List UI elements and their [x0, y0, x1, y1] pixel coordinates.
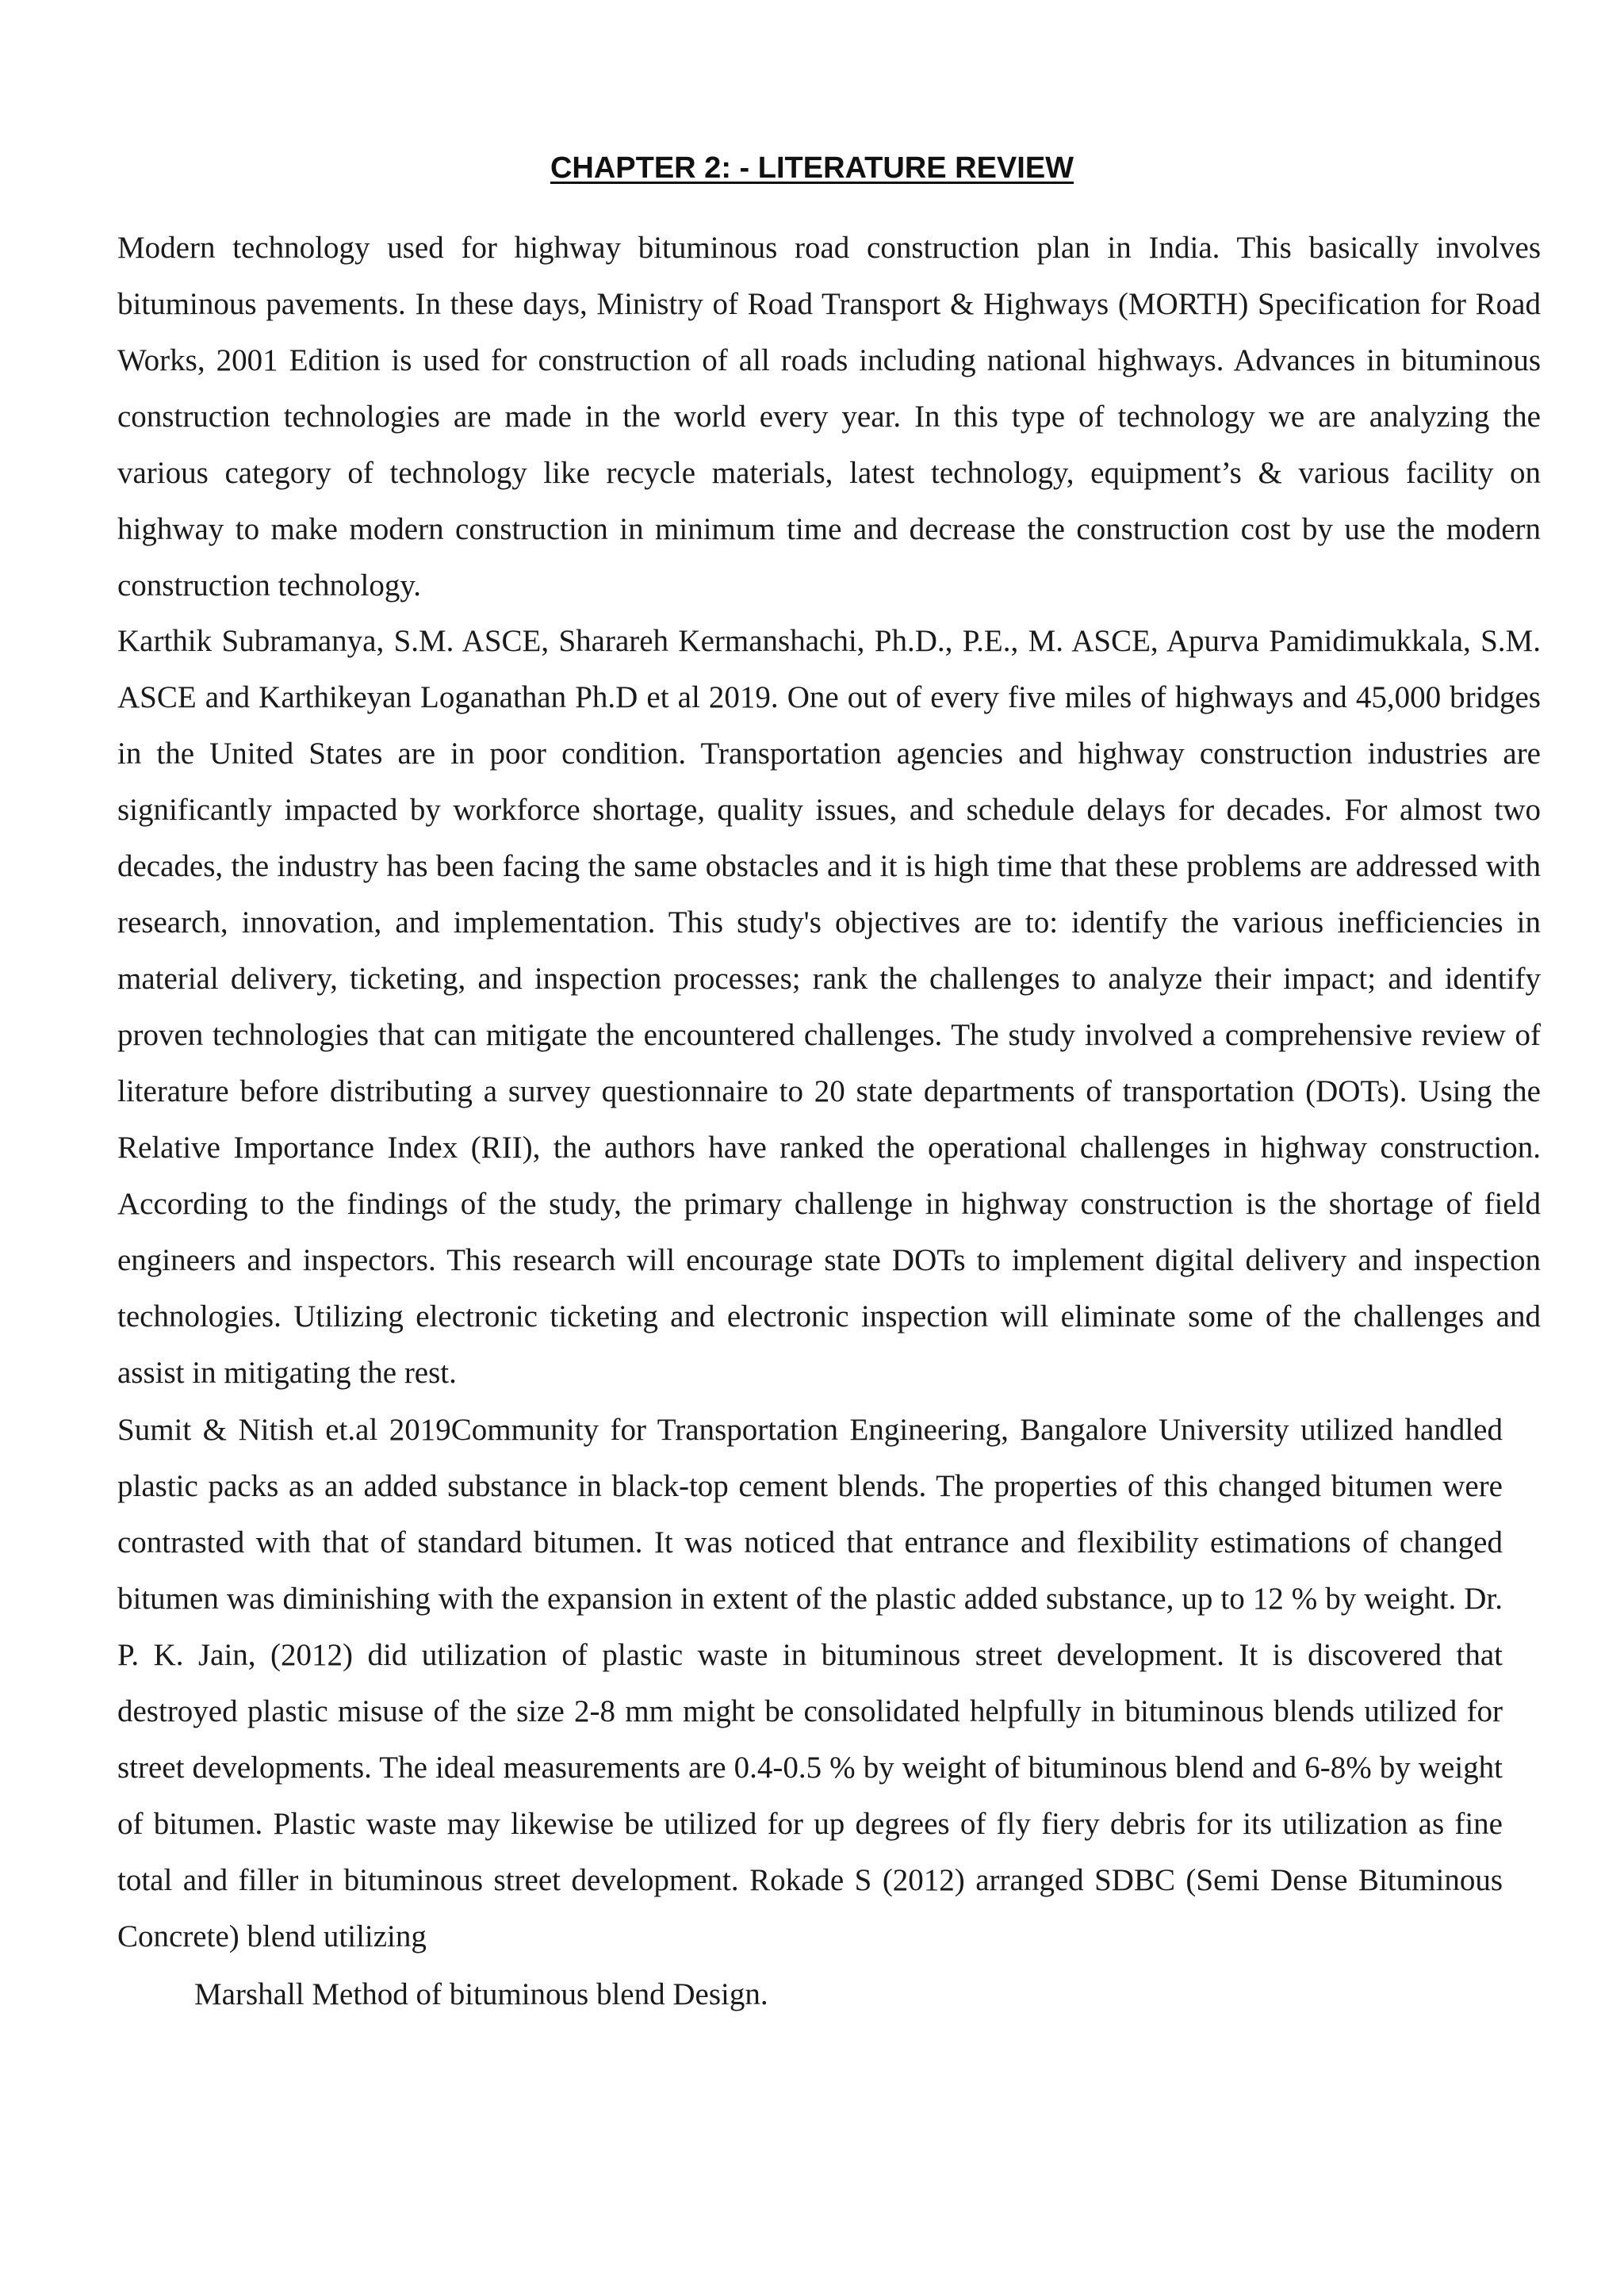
paragraph-sumit-nitish-2019: Sumit & Nitish et.al 2019Community for Transportation Engineering, Bangalore University utilized handled plastic packs as an added substance in black-top cement blends. The properties of this changed bitumen were contrasted with that of standard bitumen. It was noticed that entrance and flexibility estimations of changed bitumen was diminishing with the expansion in extent of the plastic added substance, up to 12 % by weight. Dr. P. K. Jain, (2012) did utilization of plastic waste in bituminous street development. It is discovered that destroyed plastic misuse of the size 2-8 mm might be consolidated helpfully in bituminous blends utilized for street developments. The ideal measurements are 0.4-0.5 % by weight of bituminous blend and 6-8% by weight of bitumen. Plastic waste may likewise be utilized for up degrees of fly fiery debris for its utilization as fine total and filler in bituminous street development. Rokade S (2012) arranged SDBC (Semi Dense Bituminous Concrete) blend utilizing: [117, 1413, 1503, 1954]
paragraph-subramanya-2019: Karthik Subramanya, S.M. ASCE, Sharareh Kermanshachi, Ph.D., P.E., M. ASCE, Apurva Pamidimukkala, S.M. ASCE and Karthikeyan Loganathan Ph.D et al 2019. One out of every five miles of highways and 45,000 bridges in the United States are in poor condition. Transportation agencies and highway construction industries are significantly impacted by workforce shortage, quality issues, and schedule delays for decades. For almost two decades, the industry has been facing the same obstacles and it is high time that these problems are addressed with research, innovation, and implementation. This study's objectives are to: identify the various inefficiencies in material delivery, ticketing, and inspection processes; rank the challenges to analyze their impact; and identify proven technologies that can mitigate the encountered challenges. The study involved a comprehensive review of literature before distributing a survey questionnaire to 20 state departments of transportation (DOTs). Using the Relative Importance Index (RII), the authors have ranked the operational challenges in highway construction. According to the findings of the study, the primary challenge in highway construction is the shortage of field engineers and inspectors. This research will encourage state DOTs to implement digital delivery and inspection technologies. Utilizing electronic ticketing and electronic inspection will eliminate some of the challenges and assist in mitigating the rest.: [117, 624, 1541, 1390]
paragraph-marshall-method: Marshall Method of bituminous blend Design.: [194, 1977, 768, 2011]
paragraph-introduction: Modern technology used for highway bituminous road construction plan in India. This basically involves bituminous pavements. In these days, Ministry of Road Transport & Highways (MORTH) Specification for Road Works, 2001 Edition is used for construction of all roads including national highways. Advances in bituminous construction technologies are made in the world every year. In this type of technology we are analyzing the various category of technology like recycle materials, latest technology, equipment’s & various facility on highway to make modern construction in minimum time and decrease the construction cost by use the modern construction technology.: [117, 231, 1541, 603]
chapter-title: CHAPTER 2: - LITERATURE REVIEW: [550, 151, 1074, 185]
